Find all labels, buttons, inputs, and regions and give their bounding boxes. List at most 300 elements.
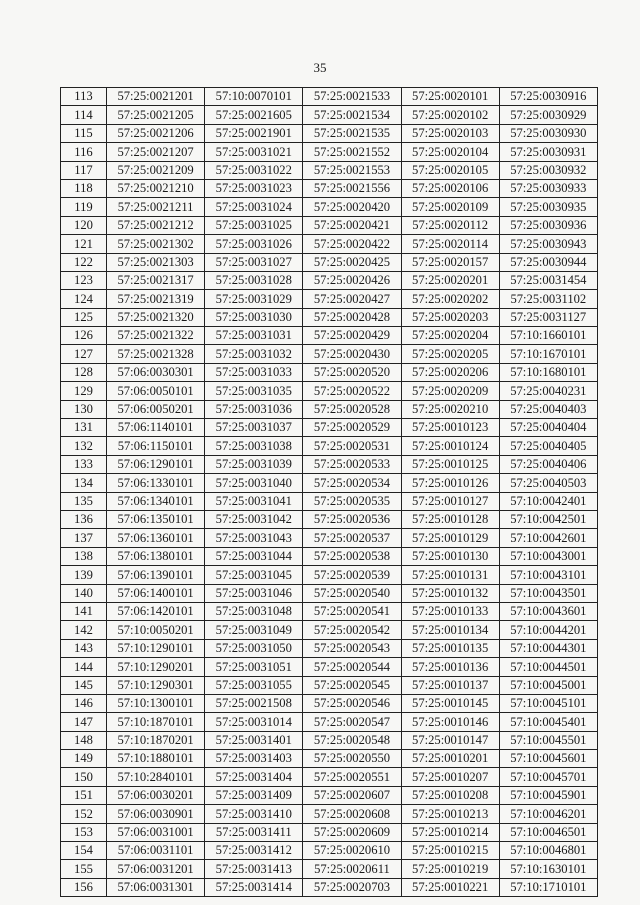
cadastral-number-cell: 57:10:0043101: [499, 566, 597, 584]
cadastral-number-cell: 57:06:1390101: [107, 566, 205, 584]
table-row: [61, 437, 598, 455]
cadastral-number-cell: 57:10:0046501: [499, 823, 597, 841]
cadastral-number-cell: 57:25:0020206: [401, 363, 499, 381]
cadastral-number-cell: 57:25:0021605: [205, 106, 303, 124]
cadastral-number-cell: 57:25:0040406: [499, 455, 597, 473]
cadastral-number-cell: 57:25:0010208: [401, 786, 499, 804]
cadastral-number-cell: 57:10:1670101: [499, 345, 597, 363]
row-number-cell: 137: [61, 529, 107, 547]
cadastral-number-cell: 57:25:0040231: [499, 382, 597, 400]
cadastral-number-cell: 57:25:0010147: [401, 731, 499, 749]
row-number-cell: 122: [61, 253, 107, 271]
cadastral-number-cell: 57:06:1350101: [107, 510, 205, 528]
cadastral-number-cell: 57:06:1360101: [107, 529, 205, 547]
cadastral-number-cell: 57:25:0020545: [303, 676, 401, 694]
cadastral-number-cell: 57:06:0031101: [107, 842, 205, 860]
row-number-cell: 141: [61, 602, 107, 620]
cadastral-number-cell: 57:06:1330101: [107, 474, 205, 492]
cadastral-number-cell: 57:25:0020422: [303, 235, 401, 253]
cadastral-number-cell: 57:06:1290101: [107, 455, 205, 473]
cadastral-number-cell: 57:06:1420101: [107, 602, 205, 620]
table-row: [61, 253, 598, 271]
table-row: [61, 566, 598, 584]
table-row: [61, 805, 598, 823]
cadastral-number-cell: 57:25:0010221: [401, 878, 499, 896]
table-row: [61, 492, 598, 510]
cadastral-number-cell: 57:25:0021901: [205, 124, 303, 142]
row-number-cell: 148: [61, 731, 107, 749]
cadastral-number-cell: 57:25:0031043: [205, 529, 303, 547]
cadastral-number-cell: 57:25:0031021: [205, 143, 303, 161]
cadastral-number-cell: 57:25:0020425: [303, 253, 401, 271]
cadastral-number-cell: 57:25:0030933: [499, 179, 597, 197]
cadastral-number-cell: 57:25:0010125: [401, 455, 499, 473]
row-number-cell: 131: [61, 419, 107, 437]
cadastral-number-cell: 57:25:0020427: [303, 290, 401, 308]
table-row: [61, 621, 598, 639]
row-number-cell: 123: [61, 271, 107, 289]
cadastral-number-cell: 57:25:0021508: [205, 694, 303, 712]
cadastral-number-cell: 57:06:1380101: [107, 547, 205, 565]
cadastral-number-cell: 57:25:0021533: [303, 88, 401, 106]
cadastral-number-cell: 57:25:0031102: [499, 290, 597, 308]
cadastral-number-cell: 57:25:0020550: [303, 750, 401, 768]
cadastral-number-cell: 57:25:0031024: [205, 198, 303, 216]
cadastral-number-cell: 57:25:0010201: [401, 750, 499, 768]
cadastral-number-cell: 57:25:0020426: [303, 271, 401, 289]
cadastral-number-cell: 57:25:0021205: [107, 106, 205, 124]
cadastral-number-cell: 57:10:0070101: [205, 88, 303, 106]
table-row: [61, 216, 598, 234]
cadastral-number-cell: 57:25:0020542: [303, 621, 401, 639]
cadastral-number-cell: 57:10:1710101: [499, 878, 597, 896]
table-row: [61, 639, 598, 657]
cadastral-number-cell: 57:06:0031301: [107, 878, 205, 896]
table-row: [61, 106, 598, 124]
cadastral-number-cell: 57:25:0010135: [401, 639, 499, 657]
cadastral-number-cell: 57:25:0031049: [205, 621, 303, 639]
row-number-cell: 139: [61, 566, 107, 584]
row-number-cell: 130: [61, 400, 107, 418]
table-row: [61, 198, 598, 216]
cadastral-number-cell: 57:25:0021534: [303, 106, 401, 124]
table-row: [61, 786, 598, 804]
row-number-cell: 146: [61, 694, 107, 712]
table-row: [61, 547, 598, 565]
cadastral-number-cell: 57:25:0020703: [303, 878, 401, 896]
cadastral-number-cell: 57:10:1290201: [107, 658, 205, 676]
table-row: [61, 602, 598, 620]
row-number-cell: 116: [61, 143, 107, 161]
table-row: [61, 235, 598, 253]
table-row: [61, 878, 598, 896]
table-row: [61, 179, 598, 197]
row-number-cell: 135: [61, 492, 107, 510]
cadastral-number-cell: 57:25:0030932: [499, 161, 597, 179]
table-row: [61, 308, 598, 326]
cadastral-number-cell: 57:25:0031033: [205, 363, 303, 381]
cadastral-number-cell: 57:25:0040404: [499, 419, 597, 437]
cadastral-number-cell: 57:25:0020205: [401, 345, 499, 363]
table-body: [61, 88, 598, 897]
row-number-cell: 142: [61, 621, 107, 639]
cadastral-number-cell: 57:25:0030944: [499, 253, 597, 271]
cadastral-number-cell: 57:10:0045401: [499, 713, 597, 731]
row-number-cell: 153: [61, 823, 107, 841]
table-row: [61, 731, 598, 749]
cadastral-number-cell: 57:06:0050101: [107, 382, 205, 400]
cadastral-number-cell: 57:25:0040503: [499, 474, 597, 492]
row-number-cell: 115: [61, 124, 107, 142]
cadastral-number-cell: 57:25:0031023: [205, 179, 303, 197]
cadastral-number-cell: 57:25:0010132: [401, 584, 499, 602]
cadastral-number-cell: 57:25:0031014: [205, 713, 303, 731]
cadastral-number-cell: 57:25:0010134: [401, 621, 499, 639]
cadastral-number-cell: 57:25:0030930: [499, 124, 597, 142]
cadastral-number-cell: 57:25:0020551: [303, 768, 401, 786]
row-number-cell: 129: [61, 382, 107, 400]
table-row: [61, 124, 598, 142]
cadastral-number-cell: 57:25:0021207: [107, 143, 205, 161]
row-number-cell: 149: [61, 750, 107, 768]
cadastral-number-cell: 57:25:0020544: [303, 658, 401, 676]
cadastral-number-cell: 57:25:0020609: [303, 823, 401, 841]
cadastral-number-cell: 57:25:0021556: [303, 179, 401, 197]
cadastral-number-cell: 57:25:0010128: [401, 510, 499, 528]
cadastral-number-cell: 57:25:0020202: [401, 290, 499, 308]
cadastral-number-cell: 57:06:0030201: [107, 786, 205, 804]
cadastral-number-cell: 57:25:0020520: [303, 363, 401, 381]
cadastral-number-cell: 57:25:0031454: [499, 271, 597, 289]
table-row: [61, 345, 598, 363]
cadastral-number-cell: 57:25:0021206: [107, 124, 205, 142]
cadastral-number-cell: 57:25:0031029: [205, 290, 303, 308]
cadastral-number-cell: 57:25:0031041: [205, 492, 303, 510]
row-number-cell: 138: [61, 547, 107, 565]
cadastral-number-cell: 57:25:0020540: [303, 584, 401, 602]
cadastral-number-cell: 57:25:0010124: [401, 437, 499, 455]
cadastral-number-cell: 57:25:0010130: [401, 547, 499, 565]
cadastral-number-cell: 57:25:0031042: [205, 510, 303, 528]
cadastral-number-cell: 57:25:0020529: [303, 419, 401, 437]
cadastral-number-cell: 57:25:0021319: [107, 290, 205, 308]
cadastral-number-cell: 57:10:0044201: [499, 621, 597, 639]
row-number-cell: 113: [61, 88, 107, 106]
cadastral-number-cell: 57:25:0031414: [205, 878, 303, 896]
cadastral-number-cell: 57:06:1140101: [107, 419, 205, 437]
table-row: [61, 713, 598, 731]
cadastral-number-cell: 57:06:0050201: [107, 400, 205, 418]
cadastral-number-cell: 57:25:0031038: [205, 437, 303, 455]
cadastral-number-cell: 57:25:0010123: [401, 419, 499, 437]
cadastral-number-cell: 57:10:1680101: [499, 363, 597, 381]
cadastral-number-cell: 57:10:1870101: [107, 713, 205, 731]
table-row: [61, 88, 598, 106]
cadastral-number-cell: 57:25:0031401: [205, 731, 303, 749]
cadastral-number-cell: 57:10:0045601: [499, 750, 597, 768]
cadastral-number-cell: 57:25:0021552: [303, 143, 401, 161]
cadastral-number-cell: 57:10:1290101: [107, 639, 205, 657]
cadastral-number-cell: 57:10:0043501: [499, 584, 597, 602]
table-row: [61, 584, 598, 602]
cadastral-number-cell: 57:25:0031046: [205, 584, 303, 602]
cadastral-number-cell: 57:10:0042601: [499, 529, 597, 547]
cadastral-number-cell: 57:10:0045001: [499, 676, 597, 694]
cadastral-number-cell: 57:25:0020430: [303, 345, 401, 363]
cadastral-number-cell: 57:25:0020201: [401, 271, 499, 289]
table-row: [61, 474, 598, 492]
table-row: [61, 529, 598, 547]
cadastral-number-cell: 57:06:0030301: [107, 363, 205, 381]
cadastral-number-cell: 57:10:0046801: [499, 842, 597, 860]
cadastral-number-cell: 57:25:0021328: [107, 345, 205, 363]
cadastral-number-cell: 57:10:0043001: [499, 547, 597, 565]
cadastral-number-cell: 57:06:0031001: [107, 823, 205, 841]
cadastral-number-cell: 57:25:0031051: [205, 658, 303, 676]
cadastral-number-cell: 57:25:0031045: [205, 566, 303, 584]
row-number-cell: 151: [61, 786, 107, 804]
row-number-cell: 145: [61, 676, 107, 694]
cadastral-number-cell: 57:25:0040405: [499, 437, 597, 455]
cadastral-number-cell: 57:25:0031409: [205, 786, 303, 804]
cadastral-number-cell: 57:25:0031036: [205, 400, 303, 418]
table-row: [61, 510, 598, 528]
cadastral-number-cell: 57:25:0010129: [401, 529, 499, 547]
row-number-cell: 134: [61, 474, 107, 492]
cadastral-number-cell: 57:25:0020114: [401, 235, 499, 253]
table-row: [61, 363, 598, 381]
cadastral-number-cell: 57:25:0020539: [303, 566, 401, 584]
cadastral-number-cell: 57:25:0021212: [107, 216, 205, 234]
cadastral-number-cell: 57:25:0031028: [205, 271, 303, 289]
row-number-cell: 152: [61, 805, 107, 823]
cadastral-number-cell: 57:25:0031039: [205, 455, 303, 473]
table-row: [61, 327, 598, 345]
cadastral-number-cell: 57:10:0044501: [499, 658, 597, 676]
cadastral-number-cell: 57:25:0021302: [107, 235, 205, 253]
cadastral-number-cell: 57:25:0020543: [303, 639, 401, 657]
row-number-cell: 132: [61, 437, 107, 455]
row-number-cell: 114: [61, 106, 107, 124]
cadastral-number-cell: 57:25:0031022: [205, 161, 303, 179]
cadastral-number-cell: 57:25:0020533: [303, 455, 401, 473]
cadastral-number-cell: 57:10:0045501: [499, 731, 597, 749]
cadastral-number-cell: 57:25:0021535: [303, 124, 401, 142]
cadastral-number-cell: 57:10:0045101: [499, 694, 597, 712]
table-row: [61, 676, 598, 694]
cadastral-number-cell: 57:25:0031025: [205, 216, 303, 234]
cadastral-number-cell: 57:06:0030901: [107, 805, 205, 823]
cadastral-number-cell: 57:25:0010133: [401, 602, 499, 620]
table-row: [61, 823, 598, 841]
cadastral-number-cell: 57:25:0020203: [401, 308, 499, 326]
cadastral-number-cell: 57:10:0045901: [499, 786, 597, 804]
cadastral-number-cell: 57:25:0010145: [401, 694, 499, 712]
cadastral-number-cell: 57:25:0020109: [401, 198, 499, 216]
cadastral-number-cell: 57:25:0021320: [107, 308, 205, 326]
cadastral-number-cell: 57:25:0031412: [205, 842, 303, 860]
cadastral-number-cell: 57:10:1290301: [107, 676, 205, 694]
cadastral-number-cell: 57:25:0021317: [107, 271, 205, 289]
cadastral-number-cell: 57:25:0010146: [401, 713, 499, 731]
row-number-cell: 120: [61, 216, 107, 234]
cadastral-number-cell: 57:25:0021211: [107, 198, 205, 216]
cadastral-number-cell: 57:25:0031413: [205, 860, 303, 878]
cadastral-number-cell: 57:25:0020209: [401, 382, 499, 400]
cadastral-number-cell: 57:25:0030931: [499, 143, 597, 161]
cadastral-number-cell: 57:10:0045701: [499, 768, 597, 786]
cadastral-number-cell: 57:25:0030916: [499, 88, 597, 106]
cadastral-number-cell: 57:25:0020102: [401, 106, 499, 124]
cadastral-number-cell: 57:25:0031037: [205, 419, 303, 437]
cadastral-number-cell: 57:25:0031410: [205, 805, 303, 823]
cadastral-number-cell: 57:10:1630101: [499, 860, 597, 878]
cadastral-number-cell: 57:25:0020105: [401, 161, 499, 179]
cadastral-number-cell: 57:25:0020538: [303, 547, 401, 565]
cadastral-number-cell: 57:25:0020104: [401, 143, 499, 161]
row-number-cell: 117: [61, 161, 107, 179]
cadastral-number-cell: 57:10:0042401: [499, 492, 597, 510]
cadastral-number-cell: 57:25:0020535: [303, 492, 401, 510]
cadastral-number-cell: 57:25:0010126: [401, 474, 499, 492]
cadastral-number-cell: 57:06:1150101: [107, 437, 205, 455]
row-number-cell: 136: [61, 510, 107, 528]
cadastral-number-cell: 57:25:0031030: [205, 308, 303, 326]
cadastral-number-cell: 57:25:0031127: [499, 308, 597, 326]
table-row: [61, 143, 598, 161]
cadastral-number-cell: 57:10:1300101: [107, 694, 205, 712]
table-row: [61, 290, 598, 308]
row-number-cell: 144: [61, 658, 107, 676]
table-row: [61, 455, 598, 473]
table-row: [61, 750, 598, 768]
cadastral-number-cell: 57:25:0020607: [303, 786, 401, 804]
cadastral-number-cell: 57:25:0031031: [205, 327, 303, 345]
cadastral-number-cell: 57:10:0044301: [499, 639, 597, 657]
cadastral-number-cell: 57:25:0031027: [205, 253, 303, 271]
table-row: [61, 419, 598, 437]
cadastral-number-cell: 57:10:1870201: [107, 731, 205, 749]
cadastral-number-cell: 57:25:0031040: [205, 474, 303, 492]
cadastral-number-cell: 57:25:0021303: [107, 253, 205, 271]
cadastral-number-cell: 57:25:0020428: [303, 308, 401, 326]
cadastral-number-cell: 57:25:0020537: [303, 529, 401, 547]
row-number-cell: 124: [61, 290, 107, 308]
row-number-cell: 127: [61, 345, 107, 363]
cadastral-number-cell: 57:25:0020547: [303, 713, 401, 731]
cadastral-number-cell: 57:10:0046201: [499, 805, 597, 823]
page-number: 35: [313, 60, 327, 75]
cadastral-number-cell: 57:25:0020541: [303, 602, 401, 620]
cadastral-number-cell: 57:25:0031403: [205, 750, 303, 768]
cadastral-number-cell: 57:10:0042501: [499, 510, 597, 528]
cadastral-number-cell: 57:25:0020157: [401, 253, 499, 271]
table-row: [61, 382, 598, 400]
cadastral-number-cell: 57:25:0020536: [303, 510, 401, 528]
cadastral-number-cell: 57:06:1400101: [107, 584, 205, 602]
cadastral-number-cell: 57:25:0021209: [107, 161, 205, 179]
cadastral-number-cell: 57:10:0050201: [107, 621, 205, 639]
row-number-cell: 118: [61, 179, 107, 197]
cadastral-number-cell: 57:25:0021322: [107, 327, 205, 345]
table-row: [61, 768, 598, 786]
cadastral-number-cell: 57:25:0010137: [401, 676, 499, 694]
row-number-cell: 150: [61, 768, 107, 786]
row-number-cell: 128: [61, 363, 107, 381]
cadastral-number-cell: 57:25:0010213: [401, 805, 499, 823]
cadastral-number-cell: 57:25:0020103: [401, 124, 499, 142]
cadastral-number-cell: 57:25:0031055: [205, 676, 303, 694]
cadastral-number-cell: 57:25:0040403: [499, 400, 597, 418]
cadastral-number-cell: 57:25:0020420: [303, 198, 401, 216]
table-row: [61, 694, 598, 712]
cadastral-number-cell: 57:25:0030935: [499, 198, 597, 216]
cadastral-number-cell: 57:25:0031050: [205, 639, 303, 657]
table-row: [61, 271, 598, 289]
row-number-cell: 121: [61, 235, 107, 253]
cadastral-number-cell: 57:25:0020210: [401, 400, 499, 418]
cadastral-number-cell: 57:25:0030943: [499, 235, 597, 253]
cadastral-number-cell: 57:25:0010214: [401, 823, 499, 841]
cadastral-number-cell: 57:10:0043601: [499, 602, 597, 620]
cadastral-number-cell: 57:25:0031404: [205, 768, 303, 786]
cadastral-number-cell: 57:25:0021210: [107, 179, 205, 197]
row-number-cell: 125: [61, 308, 107, 326]
row-number-cell: 140: [61, 584, 107, 602]
cadastral-number-cell: 57:25:0031411: [205, 823, 303, 841]
table-row: [61, 658, 598, 676]
cadastral-number-cell: 57:25:0020106: [401, 179, 499, 197]
row-number-cell: 155: [61, 860, 107, 878]
cadastral-number-table: [60, 87, 598, 897]
table-row: [61, 161, 598, 179]
cadastral-number-cell: 57:25:0020429: [303, 327, 401, 345]
cadastral-number-cell: 57:25:0020546: [303, 694, 401, 712]
row-number-cell: 143: [61, 639, 107, 657]
cadastral-number-cell: 57:25:0010207: [401, 768, 499, 786]
cadastral-number-cell: 57:10:1880101: [107, 750, 205, 768]
row-number-cell: 133: [61, 455, 107, 473]
cadastral-number-cell: 57:10:1660101: [499, 327, 597, 345]
cadastral-number-cell: 57:25:0031044: [205, 547, 303, 565]
cadastral-number-cell: 57:25:0020522: [303, 382, 401, 400]
cadastral-number-cell: 57:06:0031201: [107, 860, 205, 878]
row-number-cell: 154: [61, 842, 107, 860]
cadastral-number-cell: 57:25:0020204: [401, 327, 499, 345]
cadastral-number-cell: 57:25:0020421: [303, 216, 401, 234]
cadastral-number-cell: 57:25:0010215: [401, 842, 499, 860]
row-number-cell: 126: [61, 327, 107, 345]
table-row: [61, 400, 598, 418]
cadastral-number-cell: 57:25:0010219: [401, 860, 499, 878]
cadastral-number-cell: 57:25:0030929: [499, 106, 597, 124]
cadastral-number-cell: 57:25:0020608: [303, 805, 401, 823]
cadastral-number-cell: 57:25:0020112: [401, 216, 499, 234]
cadastral-number-cell: 57:25:0021201: [107, 88, 205, 106]
cadastral-number-cell: 57:25:0031048: [205, 602, 303, 620]
row-number-cell: 147: [61, 713, 107, 731]
row-number-cell: 119: [61, 198, 107, 216]
table-row: [61, 860, 598, 878]
cadastral-number-cell: 57:25:0020101: [401, 88, 499, 106]
cadastral-number-cell: 57:25:0020528: [303, 400, 401, 418]
cadastral-number-cell: 57:25:0010127: [401, 492, 499, 510]
table-row: [61, 842, 598, 860]
cadastral-number-cell: 57:25:0030936: [499, 216, 597, 234]
cadastral-number-cell: 57:06:1340101: [107, 492, 205, 510]
cadastral-number-cell: 57:10:2840101: [107, 768, 205, 786]
cadastral-number-cell: 57:25:0031026: [205, 235, 303, 253]
